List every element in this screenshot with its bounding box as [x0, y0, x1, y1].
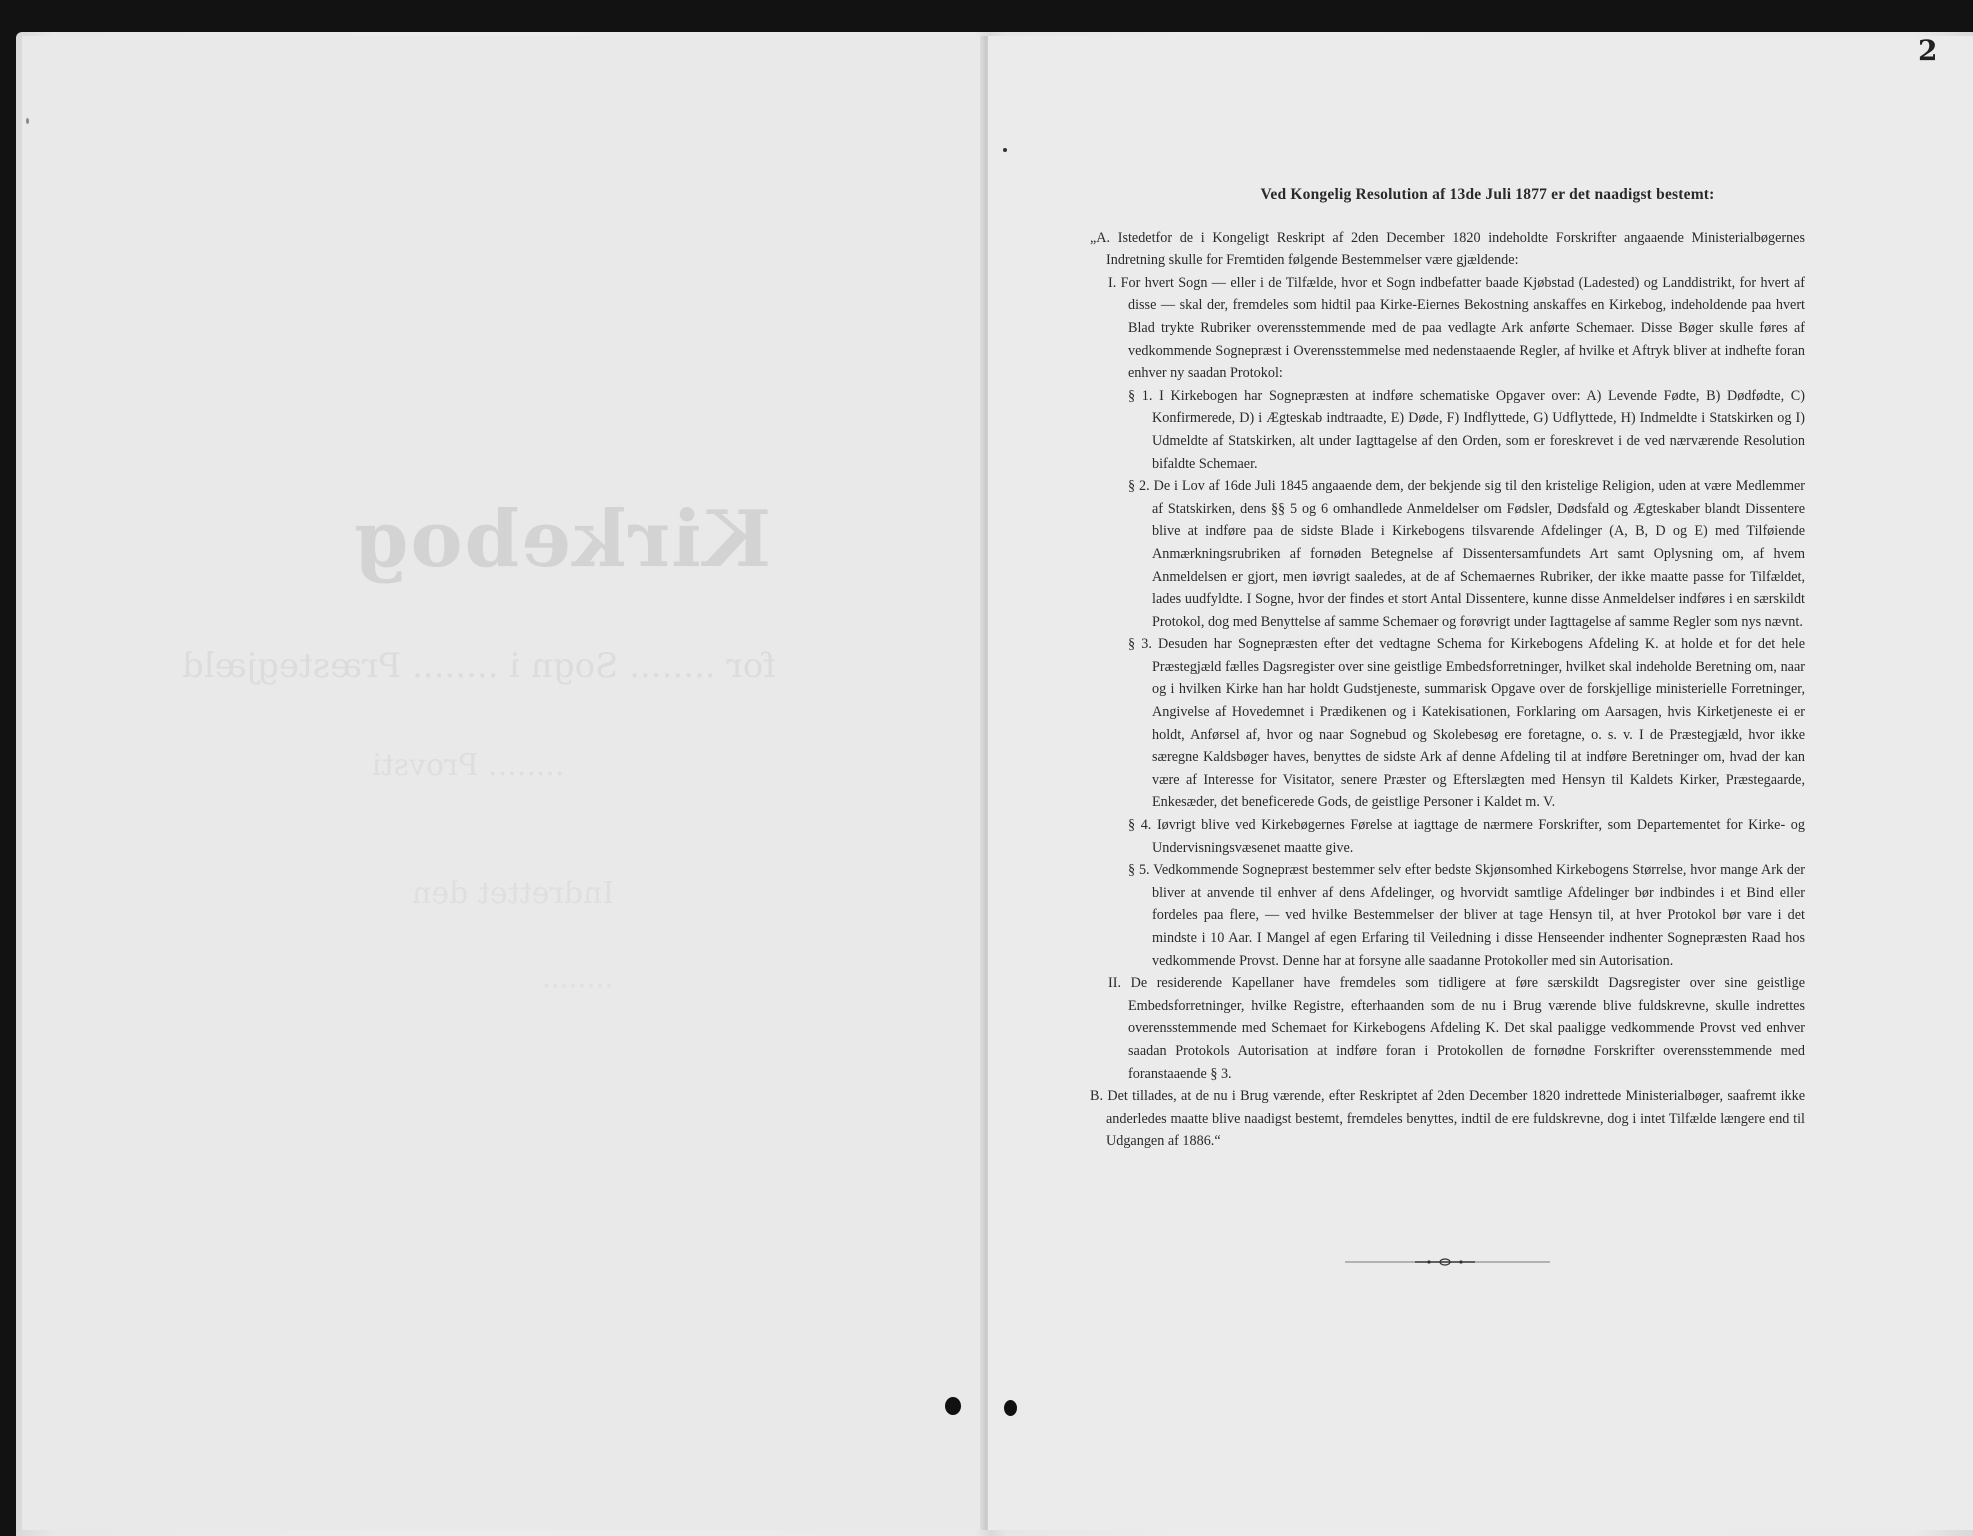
binding-hole: [945, 1397, 961, 1415]
resolution-paragraph: „A. Istedetfor de i Kongeligt Reskript af 2den December 1820 indeholdte Forskrifter angaaende Ministerialbøgernes Indretning skulle for Fremtiden følgende Bestemmelser være gjældende:: [1090, 229, 1805, 269]
resolution-paragraph: B. Det tillades, at de nu i Brug værende, efter Reskriptet af 2den December 1820 indrettede Ministerialbøger, saafremt ikke anderledes maatte blive naadigst bestemt, fremdeles benyttes, indtil de ere fuldskrevne, dog i intet Tilfælde længere end til Udgangen af 1886.“: [1090, 1088, 1805, 1150]
ornament-divider: [1345, 1257, 1550, 1267]
resolution-paragraph: II. De residerende Kapellaner have fremdeles som tidligere at føre særskildt Dagsregister over sine geistlige Embedsforretninger, hvilke Registre, efterhaanden som de nu i Brug værende blive fuldskrevne, skulle indrettes overensstemmende med Schemaet for Kirkebogens Afdeling K. Det skal paaligge vedkommende Provst ved enhver saadan Protokols Autorisation at indføre foran i Protokollen de fornødne Forskrifter overensstemmende med foranstaaende § 3.: [1108, 975, 1805, 1082]
binding-hole: [1004, 1400, 1017, 1416]
left-page: [22, 36, 984, 1530]
ink-speck: [26, 118, 29, 124]
resolution-paragraph: § 5. Vedkommende Sognepræst bestemmer selv efter bedste Skjønsomhed Kirkebogens Størrelse, hvor mange Ark der bliver at anvende til enhver af dens Afdelinger, og hvorvidt samtlige Afdelinger bør indbindes i et Bind eller fordeles paa flere, — ved hvilke Bestemmelser der bliver at tage Hensyn til, at hver Protokol bør vare i det mindste i 10 Aar. I Mangel af egen Erfaring til Veiledning i disse Henseender indhenter Sognepræsten Raad hos vedkommende Provst. Denne har at forsyne alle saadanne Protokoller med sin Autorisation.: [1128, 862, 1805, 969]
bleed-through-line: ........ Provsti: [372, 748, 565, 783]
ink-speck: [1003, 148, 1007, 152]
page-number: 2: [1918, 34, 1938, 67]
bleed-through-line: for ........ Sogn i ........ Præstegjæld: [182, 646, 776, 686]
resolution-text: [1090, 184, 1805, 1153]
paragraph-list: [1090, 227, 1805, 1153]
resolution-heading: Ved Kongelig Resolution af 13de Juli 1877 er det naadigst bestemt:: [1260, 186, 1715, 203]
resolution-paragraph: § 4. Iøvrigt blive ved Kirkebøgernes Førelse at iagttage de nærmere Forskrifter, som Departementet for Kirke- og Undervisningsvæsenet maatte give.: [1128, 817, 1805, 856]
bleed-through-title: Kirkebog: [352, 494, 772, 585]
bleed-through-line: ........: [542, 961, 614, 994]
resolution-paragraph: § 1. I Kirkebogen har Sognepræsten at indføre schematiske Opgaver over: A) Levende Fødte, B) Dødfødte, C) Konfirmerede, D) i Ægteskab indtraadte, E) Døde, F) Indflyttede, G) Udflyttede, H) Indmeldte i Statskirken og I) Udmeldte af Statskirken, alt under Iagttagelse af den Orden, som er foreskrevet i de ved nærværende Resolution bifaldte Schemaer.: [1128, 387, 1805, 472]
resolution-paragraph: § 3. Desuden har Sognepræsten efter det vedtagne Schema for Kirkebogens Afdeling K. at holde et for det hele Præstegjæld fælles Dagsregister over sine geistlige Embedsforretninger, hvilket skal indeholde Beretning om, naar og i hvilken Kirke han har holdt Gudstjeneste, summarisk Opgave over de forskjellige ministerielle Forretninger, Angivelse af Hovedemnet i Prædikenen og i Katekisationen, Forklaring om Aarsagen, hvis Kirketjeneste ei er holdt, Anførsel af, hvor og naar Sognebud og Skolebesøg ere foretagne, o. s. v. I de Præstegjæld, hvor ikke særegne Kaldsbøger haves, benyttes de sidste Ark af denne Afdeling til at indføre Beretninger om, hvad der kan være af Interesse for Visitator, senere Præster og Efterslægten med Hensyn til Kaldets Kirker, Præstegaarde, Enkesæder, det beneficerede Gods, de geistlige Personer i Kaldet m. V.: [1128, 636, 1805, 811]
bleed-through-line: Indrettet den: [412, 876, 615, 911]
resolution-paragraph: I. For hvert Sogn — eller i de Tilfælde, hvor et Sogn indbefatter baade Kjøbstad (Ladested) og Landdistrikt, for hvert af disse — skal der, fremdeles som hidtil paa Kirke-Eiernes Bekostning anskaffes en Kirkebog, indeholdende paa hvert Blad trykte Rubriker overensstemmende med de paa vedlagte Ark anførte Schemaer. Disse Bøger skulle føres af vedkommende Sognepræst i Overensstemmelse med nedenstaaende Regler, af hvilke et Aftryk bliver at indhefte foran enhver ny saadan Protokol:: [1108, 274, 1805, 382]
resolution-paragraph: § 2. De i Lov af 16de Juli 1845 angaaende dem, der bekjende sig til den kristelige Religion, uden at være Medlemmer af Statskirken, dens §§ 5 og 6 omhandlede Anmeldelser om Fødsler, Dødsfald og Ægteskaber blandt Dissentere blive at indføre paa de sidste Blade i Kirkebogens tilsvarende Afdelinger (A, B, D og E) med Tilføiende Anmærkningsrubriken af fornøden Betegnelse af Dissentersamfundets Art samt Oplysning om, af hvem Anmeldelsen er gjort, men iøvrigt saaledes, at de af Schemaernes Rubriker, der ikke maatte passe for Tilfældet, lades uudfyldte. I Sogne, hvor der findes et stort Antal Dissentere, kunne disse Anmeldelser indføres i en særskildt Protokol, dog med Benyttelse af samme Schemaer og forøvrigt under Iagttagelse af samme Regler som nys nævnt.: [1128, 478, 1805, 630]
